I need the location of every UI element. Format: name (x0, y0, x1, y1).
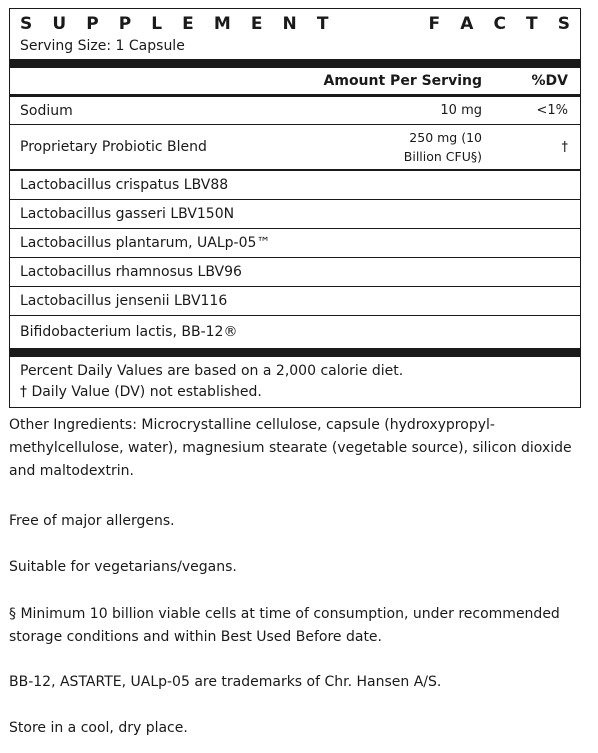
strain-row (10, 171, 580, 200)
strain-row (10, 258, 580, 287)
title-letter: L (151, 14, 163, 34)
amount-line: 250 mg (10 (409, 130, 482, 145)
strain-name: Lactobacillus plantarum, UALp-05™ (20, 235, 271, 251)
vegan-statement: Suitable for vegetarians/vegans. (9, 559, 237, 575)
amount-header: Amount Per Serving (323, 73, 482, 89)
nutrient-name: Sodium (20, 102, 73, 119)
panel-footnotes (10, 357, 580, 407)
nutrient-row-sodium (10, 97, 580, 125)
title-letter: S (20, 14, 33, 34)
nutrient-name: Proprietary Probiotic Blend (20, 139, 207, 155)
nutrient-row-blend (10, 125, 580, 171)
strain-name: Lactobacillus rhamnosus LBV96 (20, 264, 242, 280)
nutrient-amount (322, 128, 496, 166)
strain-name: Bifidobacterium lactis, BB-12® (20, 324, 238, 340)
strain-name: Lactobacillus gasseri LBV150N (20, 206, 235, 222)
title-letter: C (493, 14, 506, 34)
title-letter: F (428, 14, 441, 34)
allergen-statement: Free of major allergens. (9, 513, 175, 529)
viability-line: storage conditions and within Best Used Before date. (9, 629, 382, 645)
title-letter: T (316, 14, 329, 34)
viability-statement (9, 603, 560, 649)
supplement-facts-panel (9, 8, 581, 408)
ingredients-line: Other Ingredients: Microcrystalline cellulose, capsule (hydroxypropyl- (9, 417, 495, 433)
ingredients-line: methylcellulose, water), magnesium stearate (vegetable source), silicon dioxide (9, 440, 572, 456)
title-letter: P (118, 14, 132, 34)
title-letter: T (526, 14, 538, 34)
title-letter: A (460, 14, 474, 34)
strain-row (10, 316, 580, 357)
title-letter: U (52, 14, 67, 34)
title-letter: M (213, 14, 231, 34)
storage-statement: Store in a cool, dry place. (9, 720, 188, 736)
panel-title (10, 9, 580, 35)
title-letter: N (282, 14, 297, 34)
nutrient-dv: † (561, 139, 568, 155)
strain-row (10, 200, 580, 229)
nutrient-dv: <1% (536, 103, 568, 118)
title-letter: E (182, 14, 194, 34)
footnote-dv-not-established: † Daily Value (DV) not established. (20, 384, 262, 400)
title-letter: P (86, 14, 99, 34)
label-notes (9, 414, 579, 736)
title-letter: E (250, 14, 263, 34)
trademark-statement: BB-12, ASTARTE, UALp-05 are trademarks of Chr. Hansen A/S. (9, 674, 442, 690)
dv-header: %DV (531, 73, 568, 89)
other-ingredients (9, 414, 579, 483)
serving-size: Serving Size: 1 Capsule (10, 35, 580, 68)
ingredients-line: and maltodextrin. (9, 463, 134, 479)
strain-row (10, 229, 580, 258)
strain-name: Lactobacillus jensenii LBV116 (20, 293, 228, 309)
viability-line: § Minimum 10 billion viable cells at time of consumption, under recommended (9, 606, 560, 622)
footnote-daily-values: Percent Daily Values are based on a 2,000 calorie diet. (20, 363, 404, 379)
title-letter: S (557, 14, 570, 34)
nutrient-amount: 10 mg (440, 103, 482, 118)
title-gap (348, 13, 408, 35)
column-header (10, 68, 580, 97)
strain-name: Lactobacillus crispatus LBV88 (20, 177, 229, 193)
amount-line: Billion CFU§) (403, 149, 482, 164)
strain-row (10, 287, 580, 316)
